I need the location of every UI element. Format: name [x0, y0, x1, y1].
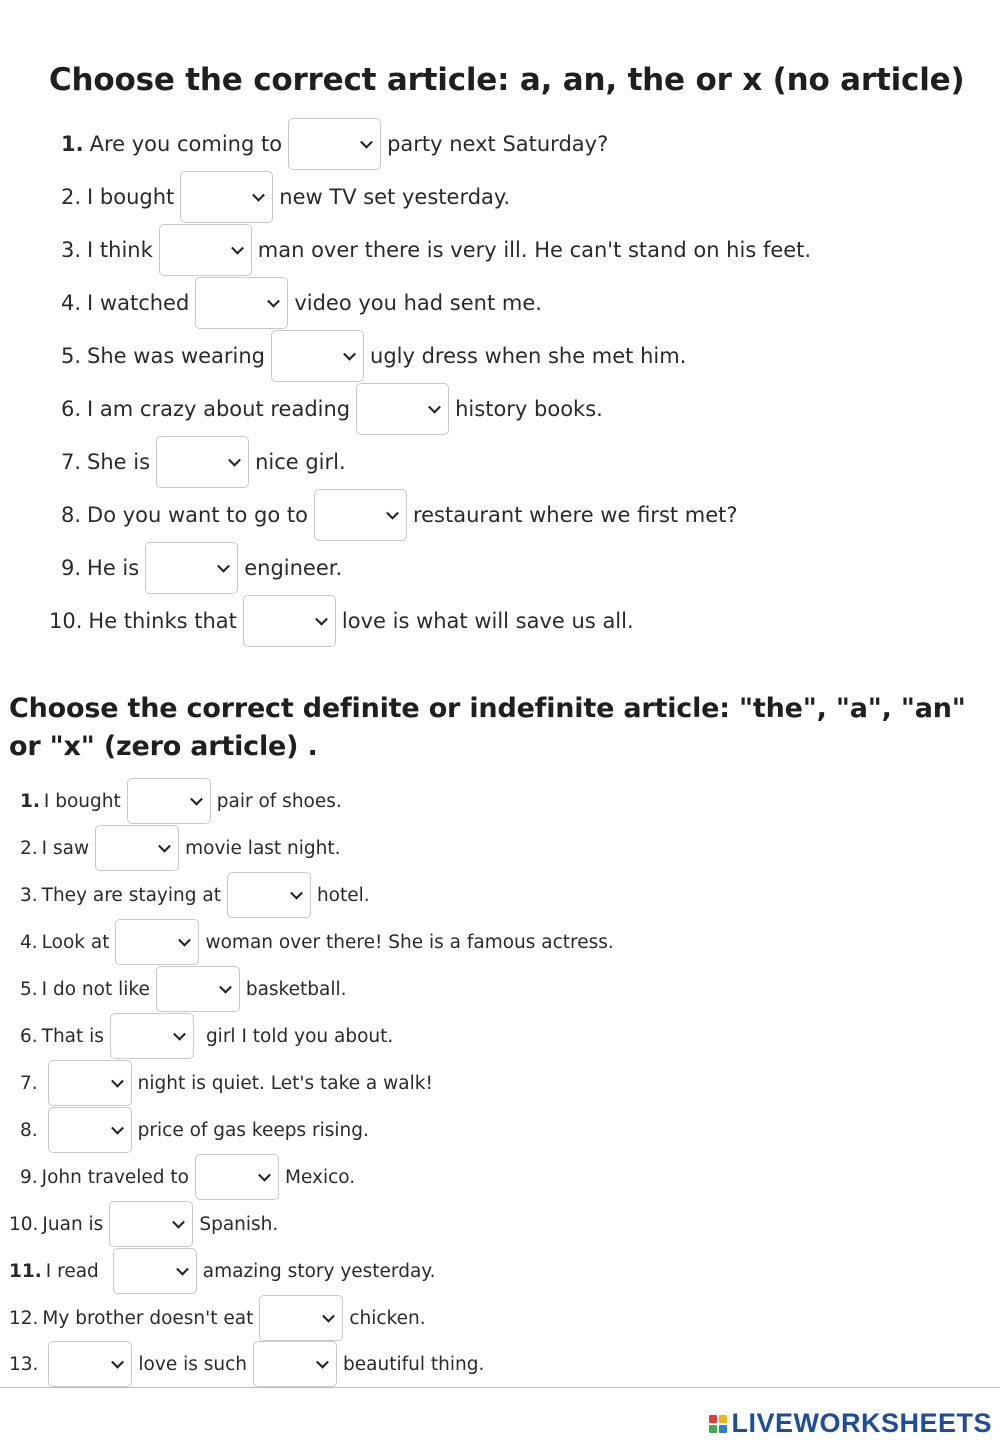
chevron-down-icon [228, 454, 241, 467]
item-text-before: She is [87, 450, 151, 474]
exercise-item [61, 542, 342, 594]
item-text-before: I am crazy about reading [87, 397, 351, 421]
article-select[interactable] [156, 966, 240, 1012]
liveworksheets-logo[interactable] [709, 1408, 992, 1439]
logo-grid-icon [709, 1415, 727, 1433]
exercise-item [9, 1248, 435, 1294]
item-number: 11. [9, 1260, 42, 1282]
item-text-after: amazing story yesterday. [202, 1260, 436, 1282]
item-number: 4. [20, 931, 38, 953]
item-text-after: history books. [455, 397, 603, 421]
item-text-after: basketball. [245, 978, 347, 1000]
exercise-item [9, 1201, 278, 1247]
item-number: 3. [20, 884, 38, 906]
article-select[interactable] [356, 383, 449, 435]
chevron-down-icon [386, 507, 399, 520]
exercise-item [20, 966, 347, 1012]
chevron-down-icon [111, 1075, 124, 1088]
chevron-down-icon [322, 1310, 335, 1323]
article-select[interactable] [227, 872, 311, 918]
footer-divider [0, 1387, 1000, 1388]
item-text-after: man over there is very ill. He can't stand on his feet. [257, 238, 812, 262]
item-text-before: That is [41, 1025, 104, 1047]
item-number: 1. [61, 132, 84, 156]
item-text-before: Juan is [42, 1213, 104, 1235]
article-select[interactable] [253, 1341, 337, 1387]
item-text-after: chicken. [349, 1307, 426, 1329]
exercise-item [61, 118, 608, 170]
article-select[interactable] [243, 595, 336, 647]
article-select[interactable] [259, 1295, 343, 1341]
article-select[interactable] [314, 489, 407, 541]
item-text-before: Are you coming to [89, 132, 283, 156]
item-text-after: movie last night. [185, 837, 341, 859]
exercise-item [20, 1060, 433, 1106]
exercise-item [20, 872, 370, 918]
item-number: 7. [61, 450, 82, 474]
article-select[interactable] [127, 778, 211, 824]
item-text-after: girl I told you about. [205, 1025, 394, 1047]
chevron-down-icon [258, 1169, 271, 1182]
item-text-after: Mexico. [285, 1166, 356, 1188]
exercise-item [61, 171, 510, 223]
item-text-middle: love is such [138, 1353, 248, 1375]
item-text-after: hotel. [316, 884, 370, 906]
exercise-item [61, 224, 811, 276]
item-number: 5. [20, 978, 38, 1000]
item-text-after: new TV set yesterday. [279, 185, 511, 209]
chevron-down-icon [290, 887, 303, 900]
item-text-before: I read [45, 1260, 99, 1282]
exercise-item [61, 277, 542, 329]
item-text-after: nice girl. [255, 450, 346, 474]
exercise-item [61, 330, 686, 382]
chevron-down-icon [315, 613, 328, 626]
chevron-down-icon [267, 295, 280, 308]
item-number: 12. [9, 1307, 39, 1329]
item-text-before: She was wearing [87, 344, 266, 368]
item-text-before: I saw [41, 837, 90, 859]
section1-title: Choose the correct article: a, an, the or x (no article) [49, 62, 965, 98]
item-number: 9. [20, 1166, 38, 1188]
article-select[interactable] [115, 919, 199, 965]
item-text-before: I do not like [41, 978, 150, 1000]
chevron-down-icon [343, 348, 356, 361]
item-number: 7. [20, 1072, 38, 1094]
chevron-down-icon [190, 793, 203, 806]
exercise-item [20, 825, 341, 871]
item-text-before: I think [87, 238, 153, 262]
item-text-after: pair of shoes. [216, 790, 342, 812]
chevron-down-icon [176, 1263, 189, 1276]
chevron-down-icon [158, 840, 171, 853]
logo-square [709, 1425, 717, 1433]
item-number: 8. [20, 1119, 38, 1141]
item-number: 9. [61, 556, 82, 580]
item-text-before: He thinks that [88, 609, 237, 633]
item-text-before: I bought [43, 790, 121, 812]
item-text-after: beautiful thing. [343, 1353, 485, 1375]
article-select[interactable] [145, 542, 238, 594]
article-select[interactable] [195, 1154, 279, 1200]
chevron-down-icon [316, 1356, 329, 1369]
exercise-item [61, 383, 603, 435]
item-text-before: Look at [41, 931, 110, 953]
chevron-down-icon [219, 981, 232, 994]
chevron-down-icon [360, 136, 373, 149]
exercise-item [20, 1107, 369, 1153]
exercise-item [20, 778, 342, 824]
article-select[interactable] [48, 1060, 132, 1106]
item-number: 13. [9, 1353, 39, 1375]
item-number: 10. [9, 1213, 39, 1235]
item-text-before: I watched [87, 291, 190, 315]
article-select[interactable] [48, 1107, 132, 1153]
item-number: 3. [61, 238, 82, 262]
chevron-down-icon [172, 1216, 185, 1229]
article-select[interactable] [195, 277, 288, 329]
logo-square [709, 1415, 717, 1423]
item-text-before: My brother doesn't eat [42, 1307, 254, 1329]
item-text-after: video you had sent me. [294, 291, 542, 315]
article-select[interactable] [110, 1013, 194, 1059]
chevron-down-icon [217, 560, 230, 573]
item-number: 2. [61, 185, 82, 209]
item-text-before: Do you want to go to [87, 503, 308, 527]
article-select[interactable] [48, 1341, 132, 1387]
exercise-item [20, 919, 614, 965]
item-text-after: party next Saturday? [387, 132, 609, 156]
item-text-before: I bought [87, 185, 175, 209]
exercise-item [20, 1013, 393, 1059]
item-text-before: They are staying at [41, 884, 221, 906]
article-select[interactable] [180, 171, 273, 223]
logo-text: LIVEWORKSHEETS [731, 1408, 992, 1438]
item-text-before: John traveled to [41, 1166, 190, 1188]
item-text-before: He is [87, 556, 140, 580]
item-text-after: engineer. [244, 556, 343, 580]
item-text-after: Spanish. [199, 1213, 279, 1235]
exercise-item [9, 1295, 426, 1341]
exercise-item [49, 595, 634, 647]
exercise-item [9, 1341, 484, 1387]
article-select[interactable] [159, 224, 252, 276]
item-number: 4. [61, 291, 82, 315]
logo-square [719, 1425, 727, 1433]
chevron-down-icon [111, 1122, 124, 1135]
item-text-after: price of gas keeps rising. [137, 1119, 369, 1141]
item-text-after: love is what will save us all. [341, 609, 634, 633]
article-select[interactable] [271, 330, 364, 382]
item-text-after: restaurant where we first met? [412, 503, 738, 527]
item-number: 5. [61, 344, 82, 368]
chevron-down-icon [179, 934, 192, 947]
item-number: 8. [61, 503, 82, 527]
item-number: 1. [20, 790, 40, 812]
chevron-down-icon [428, 401, 441, 414]
article-select[interactable] [288, 118, 381, 170]
chevron-down-icon [231, 242, 244, 255]
item-text-after: woman over there! She is a famous actress. [205, 931, 614, 953]
section2-title: Choose the correct definite or indefinite article: "the", "a", "an" or "x" (zero article) . [9, 693, 966, 762]
exercise-item [20, 1154, 355, 1200]
article-select[interactable] [95, 825, 179, 871]
logo-square [719, 1415, 727, 1423]
chevron-down-icon [173, 1028, 186, 1041]
item-number: 2. [20, 837, 38, 859]
item-text-after: night is quiet. Let's take a walk! [137, 1072, 433, 1094]
article-select[interactable] [113, 1248, 197, 1294]
item-number: 6. [20, 1025, 38, 1047]
item-number: 6. [61, 397, 82, 421]
item-number: 10. [49, 609, 83, 633]
chevron-down-icon [112, 1356, 125, 1369]
chevron-down-icon [252, 189, 265, 202]
exercise-item [61, 489, 738, 541]
exercise-item [61, 436, 346, 488]
article-select[interactable] [109, 1201, 193, 1247]
article-select[interactable] [156, 436, 249, 488]
item-text-after: ugly dress when she met him. [370, 344, 687, 368]
